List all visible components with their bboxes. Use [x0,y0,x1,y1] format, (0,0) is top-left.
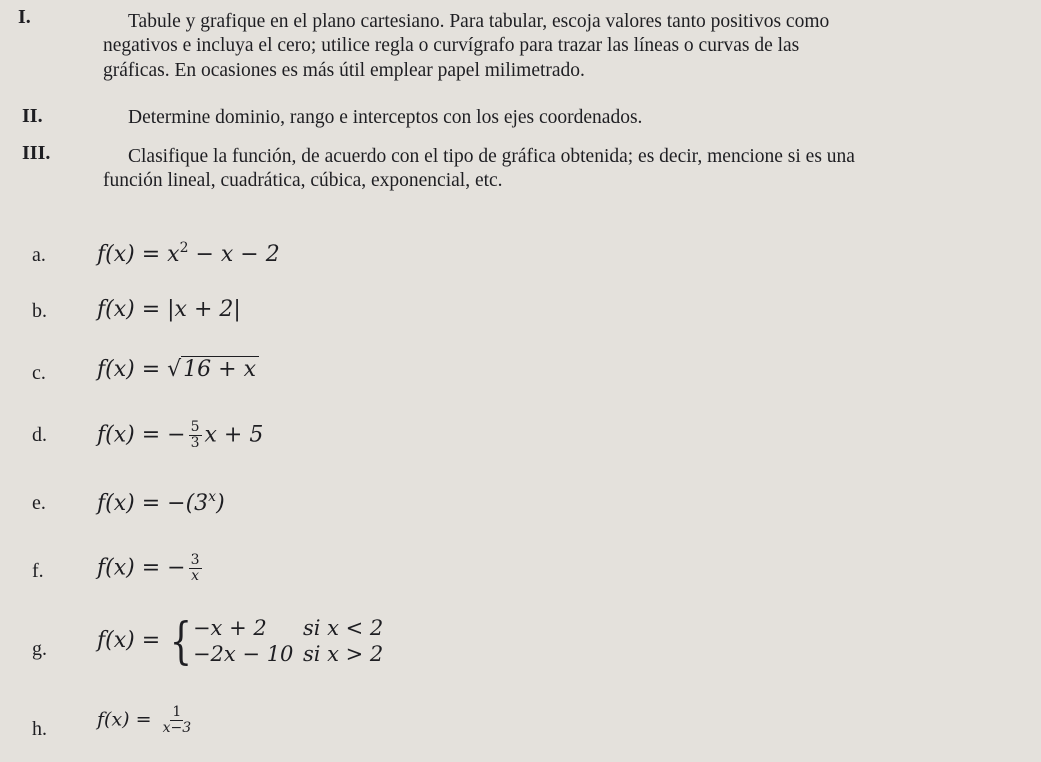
exercise-h-function: f(x) = $\frac{1}{x-3}$ [97,704,192,736]
exercise-b-function: f(x) = |x + 2| [97,297,241,322]
exercise-e-label: e. [32,492,46,514]
exercise-f-function: f(x) = − $\frac{3}{x}$ [97,552,200,584]
left-brace: { [169,612,193,670]
exercise-g-label: g. [32,638,47,660]
fraction: $\frac{3}{x}$ [190,552,200,584]
exercise-e-function: $f(x) = -(3^x)$ [97,489,225,516]
instruction-iii-line-1: Clasifique la función, de acuerdo con el tipo de gráfica obtenida; es decir, mencione si es una [128,146,855,167]
exercise-g-function: f(x) = { −x + 2 si x < 2 −2x − 10 si x > 2 [97,612,384,670]
case-row: −2x − 10 si x > 2 [192,642,384,666]
instruction-i-line-3: gráficas. En ocasiones es más útil emplear papel milimetrado. [103,60,585,81]
instruction-ii-line-1: Determine dominio, rango e interceptos con los ejes coordenados. [128,107,643,128]
instruction-i-line-1: Tabule y grafique en el plano cartesiano. Para tabular, escoja valores tanto positivos como [128,11,830,32]
exercise-c-function: f(x) = √16 + x [97,357,259,382]
piecewise-cases [193,615,383,667]
exercise-b-label: b. [32,300,47,322]
instruction-i-line-2: negativos e incluya el cero; utilice regla o curvígrafo para trazar las líneas o curvas de las [103,35,800,56]
exercise-d-function: f(x) = − $\frac{5}{3}$ x + 5 [97,419,264,451]
fraction: $\frac{1}{x-3}$ [162,704,192,736]
case-row: −x + 2 si x < 2 [192,616,384,640]
instruction-iii-line-2: función lineal, cuadrática, cúbica, exponencial, etc. [103,170,503,191]
exercise-a-label: a. [32,244,46,266]
exercise-c-label: c. [32,362,46,384]
exercise-h-label: h. [32,718,47,740]
numeral-i: I. [18,6,31,28]
fraction: $\frac{5}{3}$ [190,419,200,451]
square-root: √16 + x [167,357,259,382]
exercise-f-label: f. [32,560,44,582]
exercise-d-label: d. [32,424,47,446]
numeral-ii: II. [22,105,43,127]
exercise-a-function: $f(x) = x^2 - x - 2$ [97,240,280,267]
numeral-iii: III. [22,142,51,164]
